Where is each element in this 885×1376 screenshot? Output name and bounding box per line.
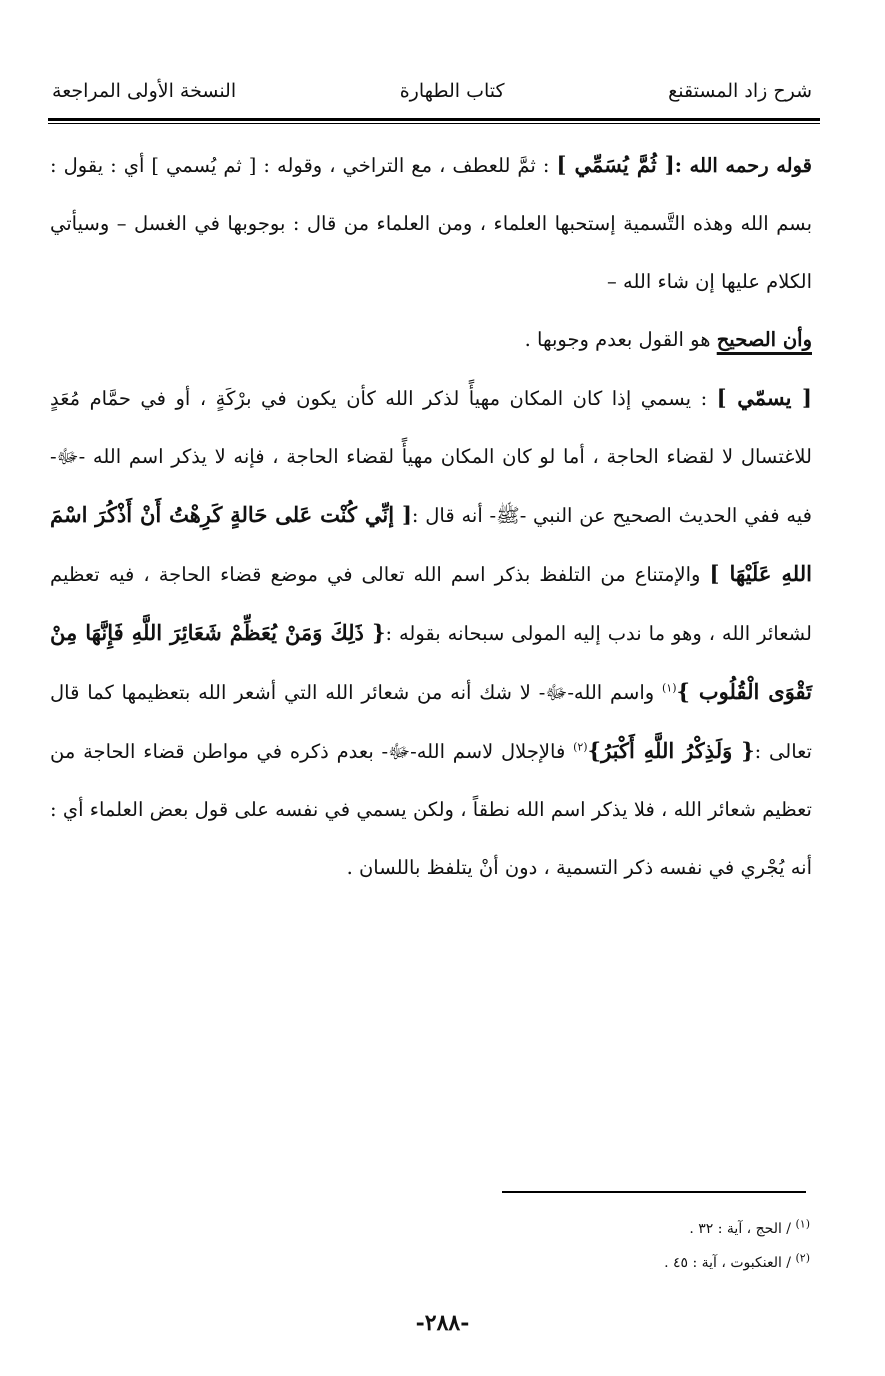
footnote-text: / العنكبوت ، آية : ٤٥ . xyxy=(664,1255,796,1271)
footnotes xyxy=(400,1212,810,1280)
footnote-ref: (٢) xyxy=(573,740,588,754)
matn-term: [ يسمّي ] xyxy=(716,385,812,410)
paragraph-text: والإمتناع من التلفظ بذكر اسم الله تعالى في موضع قضاء الحاجة ، فيه تعظيم لشعائر الله ، وهو ما ندب إليه المولى سبحانه بقوله : xyxy=(50,563,812,645)
paragraph-text: : يسمي إذا كان المكان مهيأً لذكر الله كأن يكون في برْكَةٍ ، أو في حمَّام مُعَدٍ للاغتسال لا لقضاء الحاجة ، أما لو كان المكان مهيأً لقضاء الحاجة ، فإنه لا يذكر اسم الله -ﷻ- فيه ففي الحديث الصحيح عن النبي -ﷺ- أنه قال : xyxy=(50,387,812,527)
footnote-mark: (٢) xyxy=(795,1251,810,1265)
footnote-text: / الحج ، آية : ٣٢ . xyxy=(689,1221,796,1237)
footnote-separator xyxy=(502,1191,806,1193)
paragraph-text: فالإجلال لاسم الله-ﷻ- بعدم ذكره في مواطن قضاء الحاجة من تعظيم شعائر الله ، فلا يذكر اسم الله نطقاً ، ولكن يسمي في نفسه على قول بعض العلماء أي : أنه يُجْري في نفسه ذكر التسمية ، دون أنْ يتلفظ باللسان . xyxy=(50,740,812,879)
footnote-mark: (١) xyxy=(795,1217,810,1231)
hadith-quote: [ إنِّي كُنْت عَلى حَالةٍ كَرِهْتُ أَنْ أَذْكُرَ اسْمَ اللهِ عَلَيْهَا ] xyxy=(50,502,812,586)
quran-verse: { وَلَذِكْرُ اللَّهِ أَكْبَرُ} xyxy=(587,738,755,763)
paragraph-text: هو القول بعدم وجوبها . xyxy=(524,328,717,351)
edition-label: النسخة الأولى المراجعة xyxy=(52,80,237,102)
paragraph-text: واسم الله-ﷻ- لا شك أنه من شعائر الله التي أشعر الله بتعظيمها كما قال تعالى : xyxy=(50,681,812,763)
page-number: -٢٨٨- xyxy=(415,1310,470,1336)
paragraph-3 xyxy=(50,369,812,897)
book-title: شرح زاد المستقنع xyxy=(668,80,812,102)
main-text xyxy=(50,136,812,897)
header-rule-thin xyxy=(48,123,820,124)
header-rule-thick xyxy=(48,118,820,121)
footnote xyxy=(400,1212,810,1246)
footnote xyxy=(400,1246,810,1280)
chapter-title: كتاب الطهارة xyxy=(399,80,505,102)
page-header xyxy=(52,74,812,108)
lead-phrase: قوله رحمه الله : xyxy=(674,154,813,177)
paragraph-2 xyxy=(50,311,812,369)
paragraph-text: : ثمَّ للعطف ، مع التراخي ، وقوله : [ ثم يُسمي ] أي : يقول : بسم الله وهذه التَّسمية إستحبها العلماء ، ومن العلماء من قال : بوجوبها في الغسل – وسيأتي الكلام عليها إن شاء الله – xyxy=(50,154,812,293)
footnote-ref: (١) xyxy=(661,681,677,695)
emphasis-phrase: وأن الصحيح xyxy=(716,328,812,351)
matn-term: [ ثُمَّ يُسَمِّي ] xyxy=(556,152,675,177)
quran-verse: { ذَلِكَ وَمَنْ يُعَظِّمْ شَعَائِرَ اللَّهِ فَإِنَّهَا مِنْ تَقْوَى الْقُلُوب } xyxy=(50,620,813,704)
paragraph-1 xyxy=(50,136,812,311)
